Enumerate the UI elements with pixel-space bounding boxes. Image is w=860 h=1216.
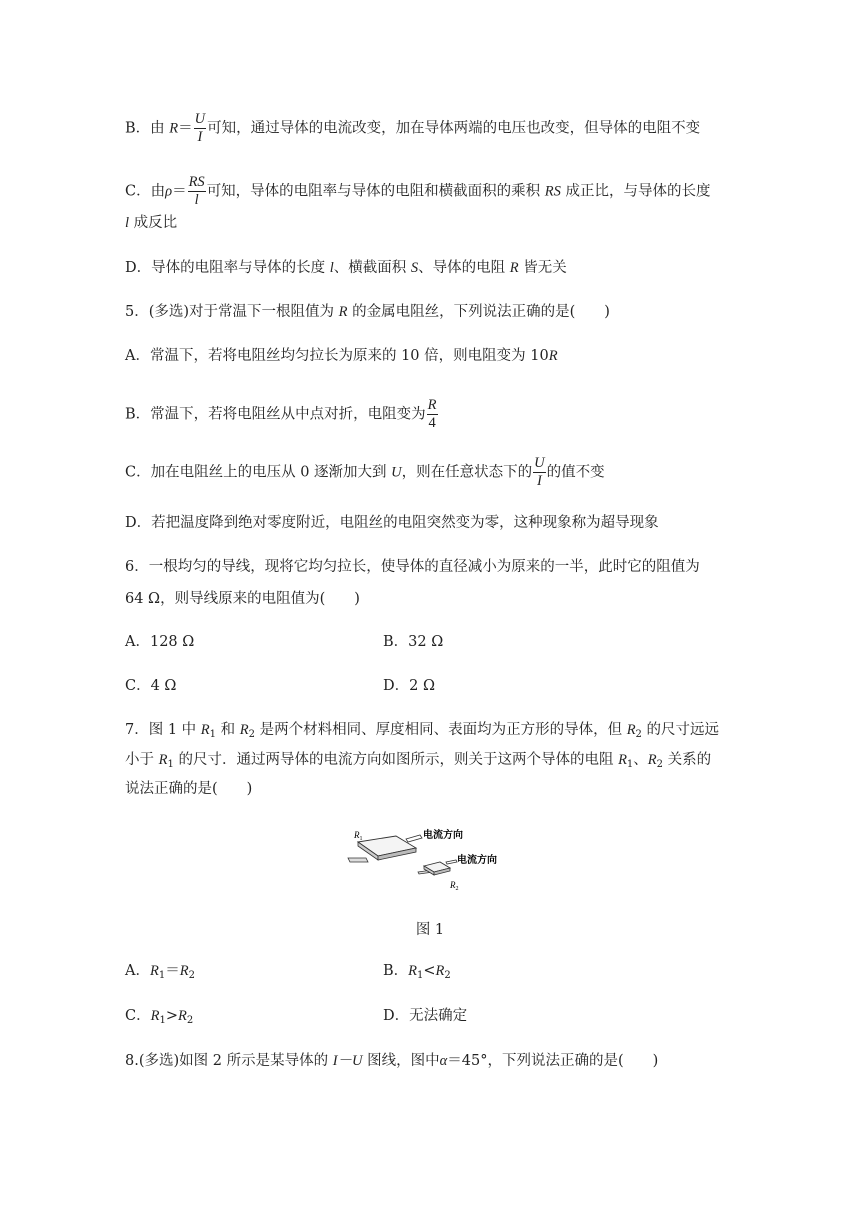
question-6-text-2: 64 Ω，则导线原来的电阻值为( ) [125, 591, 360, 607]
question-8-text: 8.(多选)如图 2 所示是某导体的 [125, 1053, 333, 1069]
subscript-1: 1 [209, 729, 217, 740]
question-5-option-c [125, 455, 605, 490]
fraction-denominator: I [197, 129, 203, 145]
q7-text-b: 和 [216, 722, 240, 738]
option-d-text-3: 皆无关 [518, 260, 567, 276]
question-5-option-d [125, 513, 659, 533]
option-a-prefix: A． [125, 963, 150, 979]
option-b-prefix: B．由 [125, 120, 170, 137]
subscript-2: 2 [248, 729, 255, 740]
subscript-1: 1 [417, 970, 424, 981]
option-d-text: D．若把温度降到绝对零度附近，电阻丝的电阻突然变为零，这种现象称为超导现象 [125, 515, 659, 531]
fraction-numerator: R [427, 397, 437, 413]
variable-r: R [239, 722, 249, 738]
question-8-text-2: 图线，图中 [362, 1053, 440, 1069]
operator: < [423, 963, 436, 979]
label-r2: $R_2$ [450, 880, 459, 892]
question-7-option-a [125, 961, 195, 981]
option-b-prefix: B． [383, 963, 409, 979]
option-b-text: B．常温下，若将电阻丝从中点对折，电阻变为 [125, 406, 426, 423]
option-c [125, 174, 711, 209]
option-a-text: A．128 Ω [125, 634, 195, 650]
fraction-u-over-i [194, 111, 206, 146]
subscript-1: 1 [167, 759, 174, 770]
label-current-direction-2: 电流方向 [457, 855, 497, 866]
variable-r: R [150, 1008, 160, 1024]
q7-text-a: 7．图 1 中 [125, 722, 201, 738]
variable-u: U [391, 464, 402, 481]
fraction-denominator: l [194, 192, 199, 208]
fraction-denominator: 4 [428, 415, 436, 431]
variable-l: l [125, 215, 130, 231]
subscript-1: 1 [626, 759, 634, 770]
question-5-option-b [125, 397, 439, 432]
variable-rho: ρ [165, 183, 173, 200]
question-8-text-3: ＝45°，下列说法正确的是( ) [447, 1053, 659, 1069]
question-6-stem-line-2 [125, 589, 360, 609]
fraction-r-over-4 [427, 397, 438, 432]
option-d-prefix: D．导体的电阻率与导体的长度 [125, 260, 330, 276]
question-6-option-c [125, 676, 176, 696]
option-a-text: A．常温下，若将电阻丝均匀拉长为原来的 10 倍，则电阻变为 10 [125, 348, 549, 364]
option-d-text: D．无法确定 [383, 1008, 468, 1024]
option-c-text-2: ，则在任意状态下的 [401, 464, 533, 481]
option-c-text: 可知，导体的电阻率与导体的电阻和横截面积的乘积 [206, 183, 545, 200]
option-c-text-3: 的值不变 [546, 464, 605, 481]
option-d-text-2: 、导体的电阻 [418, 260, 510, 276]
q7-text-c: 是两个材料相同、厚度相同、表面均为正方形的导体，但 [254, 722, 627, 738]
fraction-numerator: U [534, 455, 545, 471]
q7-text-d: 的尺寸远远 [641, 722, 720, 738]
subscript-2: 2 [444, 970, 451, 981]
question-5-text: 5．(多选)对于常温下一根阻值为 [125, 304, 339, 320]
question-6-option-d [383, 676, 435, 696]
option-b-text: B．32 Ω [383, 634, 444, 650]
option-c-text-2: 成正比，与导体的长度 [560, 183, 711, 200]
equals-sign: ＝ [172, 183, 187, 200]
q7-text-e: 小于 [125, 752, 159, 768]
question-8-stem [125, 1051, 658, 1071]
q7-text-i: 说法正确的是( ) [125, 781, 253, 797]
subscript-1: 1 [158, 970, 166, 981]
figure-1-conductors [340, 826, 540, 892]
variable-r: R [408, 963, 418, 979]
i-u-graph-label: I－U [332, 1053, 363, 1069]
option-d-text: D．2 Ω [383, 678, 435, 694]
variable-r: R [338, 304, 348, 320]
conductor-r2 [418, 860, 457, 875]
option-c-text: C．4 Ω [125, 678, 177, 694]
operator: > [165, 1008, 178, 1024]
option-d-text: 、横截面积 [333, 260, 411, 276]
variable-r: R [647, 752, 657, 768]
fraction-denominator: I [536, 473, 542, 489]
fraction-numerator: RS [188, 174, 205, 190]
variable-s: S [410, 260, 419, 276]
q7-text-f: 的尺寸．通过两导体的电流方向如图所示，则关于这两个导体的电阻 [173, 752, 619, 768]
option-c-text: C．加在电阻丝上的电压从 0 逐渐加大到 [125, 464, 392, 481]
variable-l: l [329, 260, 334, 276]
variable-r: R [435, 963, 445, 979]
subscript-1: 1 [159, 1015, 166, 1026]
variable-rs: RS [544, 183, 561, 200]
question-5-stem [125, 302, 610, 322]
fraction-rs-over-l [188, 174, 206, 209]
fraction-u-over-i [533, 455, 545, 490]
variable-r: R [178, 1008, 187, 1024]
option-b [125, 111, 700, 146]
question-7-stem-line-2 [125, 750, 711, 770]
option-d [125, 258, 567, 278]
label-current-direction-1: 电流方向 [423, 830, 463, 841]
question-7-option-d [383, 1006, 467, 1026]
option-b-text: 可知，通过导体的电流改变，加在导体两端的电压也改变，但导体的电阻不变 [207, 120, 701, 137]
variable-r: R [509, 260, 519, 276]
subscript-2: 2 [188, 970, 195, 981]
q7-text-g: 、 [633, 752, 648, 768]
q7-text-h: 关系的 [663, 752, 712, 768]
equals-sign: ＝ [178, 120, 193, 137]
question-5-option-a [125, 346, 558, 366]
option-c-prefix: C．由 [125, 183, 166, 200]
operator: ＝ [165, 963, 180, 979]
question-7-option-c [125, 1006, 193, 1026]
question-6-text: 6．一根均匀的导线，现将它均匀拉长，使导体的直径减小为原来的一半，此时它的阻值为 [125, 559, 700, 575]
variable-r: R [200, 722, 210, 738]
question-6-option-b [383, 632, 443, 652]
variable-r: R [618, 752, 627, 768]
option-c-prefix: C． [125, 1008, 151, 1024]
lead-right-r1 [406, 835, 422, 842]
subscript-2: 2 [635, 729, 642, 740]
option-c-text-3: 成反比 [129, 215, 178, 231]
variable-r: R [548, 348, 558, 364]
fraction-numerator: U [194, 111, 206, 127]
lead-left-r1 [348, 858, 368, 862]
question-7-stem-line-3 [125, 779, 252, 799]
subscript-2: 2 [656, 759, 664, 770]
subscript-2: 2 [186, 1015, 194, 1026]
label-r1: $R_1$ [354, 830, 363, 842]
variable-r: R [169, 120, 179, 137]
question-6-option-a [125, 632, 194, 652]
variable-r: R [179, 963, 189, 979]
question-7-stem-line-1 [125, 720, 719, 740]
variable-r: R [158, 752, 168, 768]
question-6-stem-line-1 [125, 557, 700, 577]
question-5-text-2: 的金属电阻丝，下列说法正确的是( ) [347, 304, 610, 320]
lead-right-r2 [446, 860, 457, 864]
variable-alpha: α [439, 1053, 448, 1069]
figure-1-caption: 图 1 [415, 922, 445, 938]
question-7-option-b [383, 961, 451, 981]
variable-r: R [149, 963, 159, 979]
variable-r: R [626, 722, 636, 738]
option-c-continued [125, 213, 177, 233]
